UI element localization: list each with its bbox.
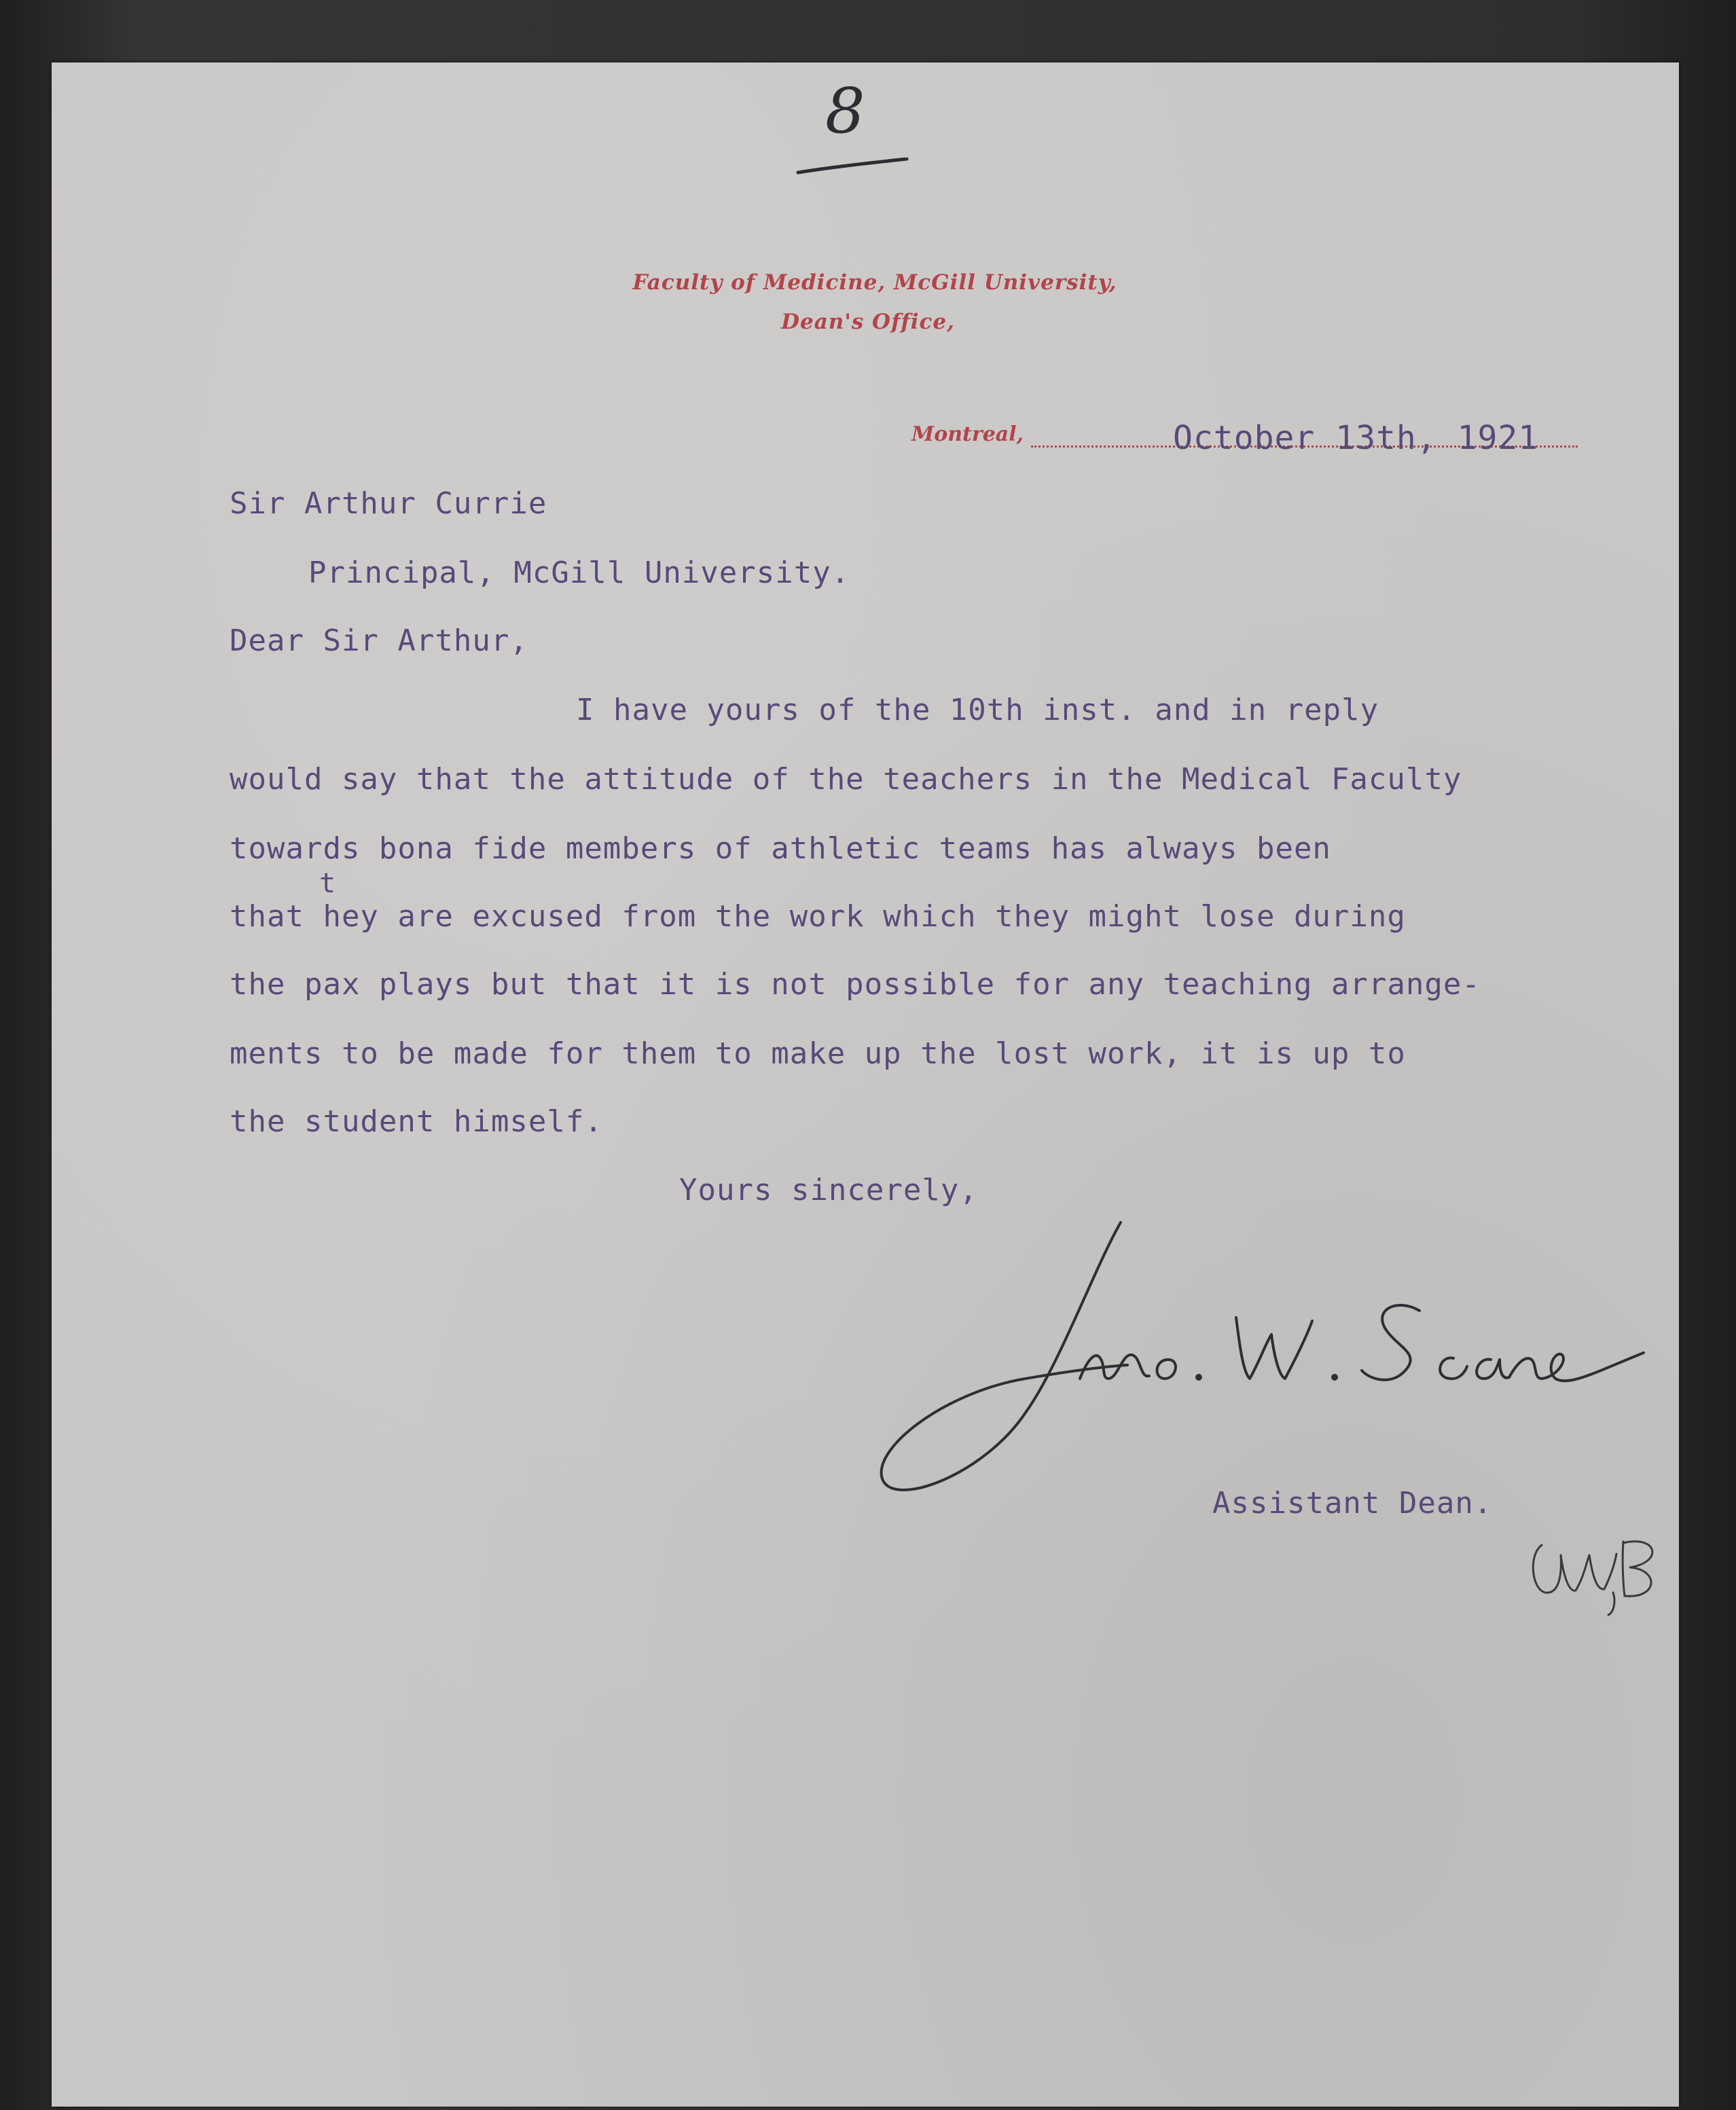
recipient-title: Principal, McGill University. <box>308 556 850 590</box>
page-number-underline <box>795 158 910 178</box>
closing: Yours sincerely, <box>679 1173 978 1207</box>
recipient-name: Sir Arthur Currie <box>230 486 547 521</box>
letter-date: October 13th, 1921 <box>1173 419 1539 457</box>
letter-sheet <box>52 62 1679 2107</box>
page-number: 8 <box>825 75 865 147</box>
handwritten-initials <box>1521 1528 1671 1623</box>
signer-title: Assistant Dean. <box>1212 1486 1493 1521</box>
letterhead-office: Dean's Office, <box>781 310 955 334</box>
dateline-place: Montreal, <box>911 422 1024 446</box>
body-line: that hey are excused from the work which they might lose during <box>230 899 1406 934</box>
body-line: ments to be made for them to make up the lost work, it is up to <box>230 1036 1406 1071</box>
body-line: I have yours of the 10th inst. and in reply <box>576 693 1379 727</box>
body-line: would say that the attitude of the teachers in the Medical Faculty <box>230 762 1462 797</box>
typed-correction-insert: t <box>319 868 337 899</box>
body-line: the pax plays but that it is not possible for any teaching arrange- <box>230 967 1481 1002</box>
body-line: the student himself. <box>230 1104 603 1139</box>
body-line: towards bona fide members of athletic teams has always been <box>230 831 1331 866</box>
letterhead-faculty: Faculty of Medicine, McGill University, <box>632 270 1117 295</box>
salutation: Dear Sir Arthur, <box>230 623 528 658</box>
